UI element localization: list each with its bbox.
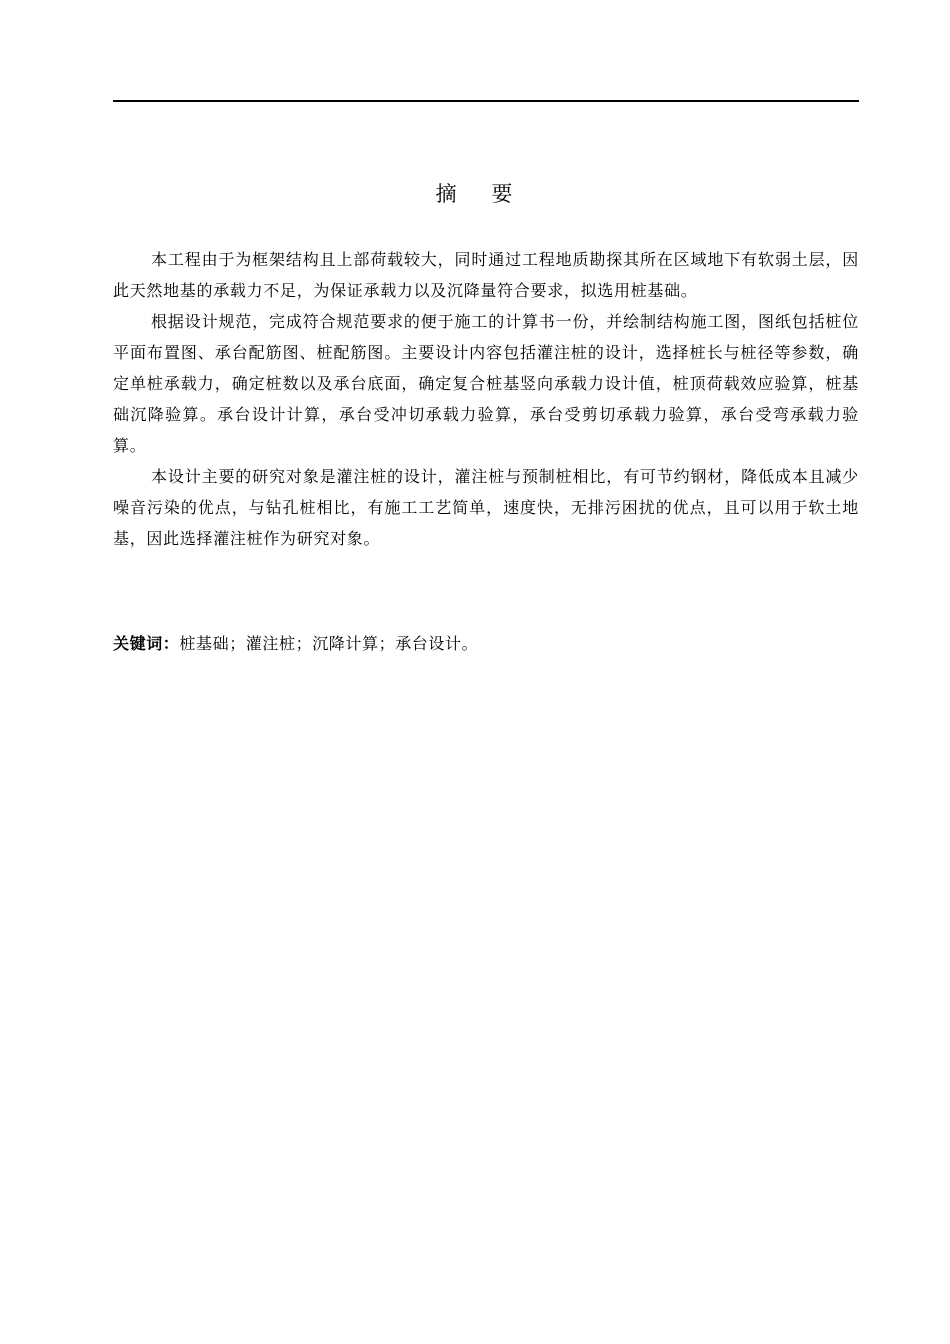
abstract-body <box>113 244 859 554</box>
keywords-text: 桩基础；灌注桩；沉降计算；承台设计。 <box>179 634 479 653</box>
abstract-paragraph-3: 本设计主要的研究对象是灌注桩的设计，灌注桩与预制桩相比，有可节约钢材，降低成本且减少噪音污染的优点，与钻孔桩相比，有施工工艺简单，速度快，无排污困扰的优点，且可以用于软土地基，因此选择灌注桩作为研究对象。 <box>113 467 859 548</box>
keywords-label: 关键词： <box>113 634 180 653</box>
keywords-line <box>113 628 859 659</box>
abstract-paragraph-1: 本工程由于为框架结构且上部荷载较大，同时通过工程地质勘探其所在区域地下有软弱土层，因此天然地基的承载力不足，为保证承载力以及沉降量符合要求，拟选用桩基础。 <box>113 250 859 300</box>
abstract-paragraph-2: 根据设计规范，完成符合规范要求的便于施工的计算书一份，并绘制结构施工图，图纸包括桩位平面布置图、承台配筋图、桩配筋图。主要设计内容包括灌注桩的设计，选择桩长与桩径等参数，确定单桩承载力，确定桩数以及承台底面，确定复合桩基竖向承载力设计值，桩顶荷载效应验算，桩基础沉降验算。承台设计计算，承台受冲切承载力验算，承台受剪切承载力验算，承台受弯承载力验算。 <box>113 312 859 455</box>
page-title: 摘 要 <box>435 182 527 206</box>
header-rule <box>113 100 859 102</box>
